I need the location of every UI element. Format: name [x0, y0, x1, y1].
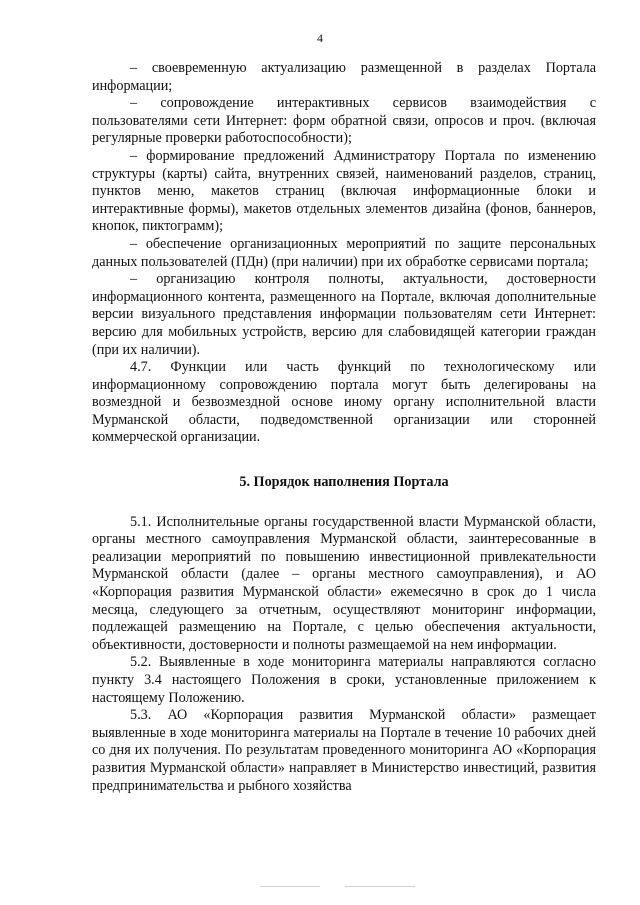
paragraph-5-1: 5.1. Исполнительные органы государственной власти Мурманской области, органы местного самоуправления Мурманской области, заинтересованные в реализации мероприятий по повышению инвестиционной привлекательности Мурманской области (далее – органы местного самоуправления), и АО «Корпорация развития Мурманской области» ежемесячно в срок до 1 числа месяца, следующего за отчетным, осуществляют мониторинг информации, подлежащей размещению на Портале, с целью обеспечения актуальности, объективности, достоверности и полноты размещаемой на нем информации. [92, 513, 596, 653]
scan-artifact-line-right [345, 886, 415, 887]
paragraph-bullet-4: – обеспечение организационных мероприятий по защите персональных данных пользователей (ПДн) (при наличии) при их обработке сервисами портала; [92, 235, 596, 270]
paragraph-bullet-5: – организацию контроля полноты, актуальности, достоверности информационного контента, размещенного на Портале, включая дополнительные версии визуального представления информации пользователям сети Интернет: версию для мобильных устройств, версию для слабовидящей категории граждан (при их наличии). [92, 271, 596, 358]
section-heading: 5. Порядок наполнения Портала [239, 474, 449, 491]
paragraph-bullet-3: – формирование предложений Администратору Портала по изменению структуры (карты) сайта, внутренних связей, наименований разделов, страниц, пунктов меню, макетов страниц (включая информационные блоки и интерактивные формы), макетов отдельных элементов дизайна (фонов, баннеров, кнопок, пиктограмм); [92, 147, 596, 235]
page-number: 4 [317, 31, 323, 45]
scan-artifact-line-left [260, 886, 320, 887]
paragraph-bullet-1: – своевременную актуализацию размещенной в разделах Портала информации; [92, 60, 596, 94]
paragraph-bullet-2: – сопровождение интерактивных сервисов взаимодействия с пользователями сети Интернет: форм обратной связи, опросов и проч. (включая регулярные проверки работоспособности); [92, 95, 596, 147]
document-body [92, 60, 596, 795]
paragraph-5-3: 5.3. АО «Корпорация развития Мурманской области» размещает выявленные в ходе мониторинга материалы на Портале в течение 10 рабочих дней со дня их получения. По результатам проведенного мониторинга АО «Корпорация развития Мурманской области» направляет в Министерство инвестиций, развития предпринимательства и рыбного хозяйства [92, 707, 596, 794]
paragraph-4-7: 4.7. Функции или часть функций по технологическому или информационному сопровождению портала могут быть делегированы на возмездной и безвозмездной основе иному органу исполнительной власти Мурманской области, подведомственной организации или сторонней коммерческой организации. [92, 359, 596, 446]
paragraph-5-2: 5.2. Выявленные в ходе мониторинга материалы направляются согласно пункту 3.4 настоящего Положения в сроки, установленные приложением к настоящему Положению. [92, 654, 596, 706]
